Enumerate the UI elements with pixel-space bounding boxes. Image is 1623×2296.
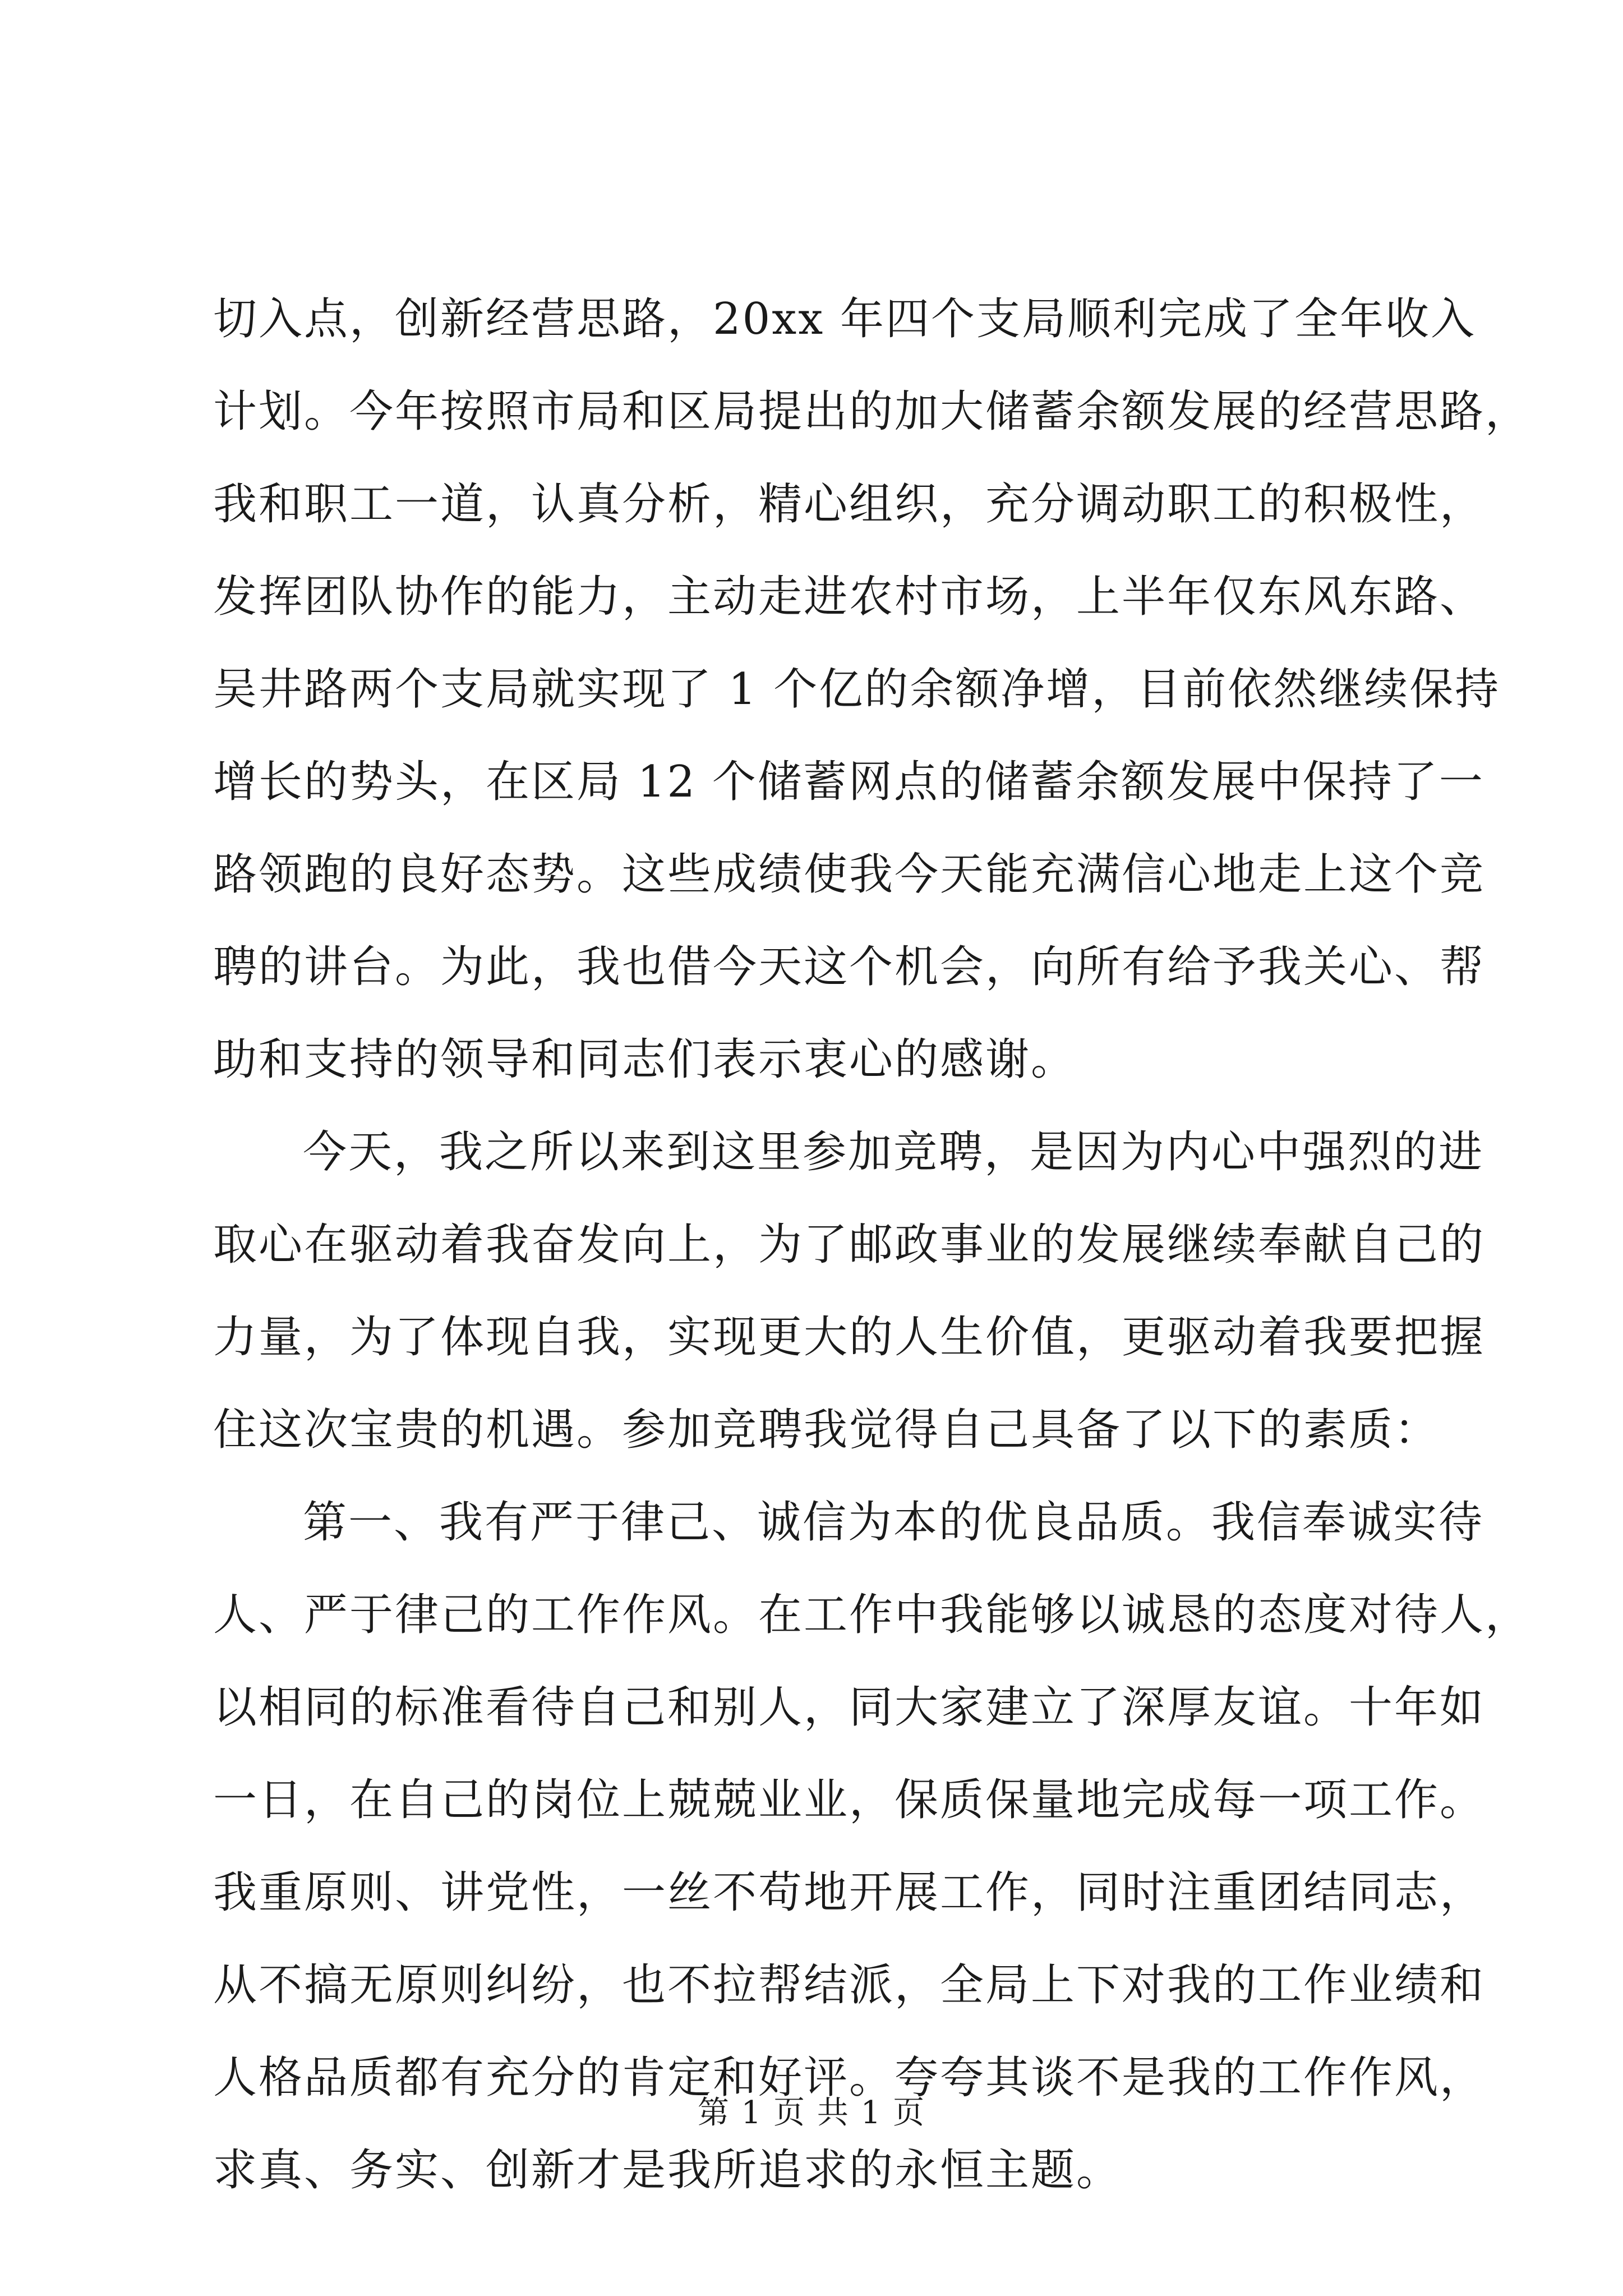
- text-line: 切入点，创新经营思路，20xx 年四个支局顺利完成了全年收入: [213, 294, 1477, 344]
- text-line: 助和支持的领导和同志们表示衷心的感谢。: [213, 1034, 1077, 1085]
- paragraph-first-line: 第一、我有严于律己、诚信为本的优良品质。我信奉诚实待: [303, 1497, 1484, 1548]
- paragraph-first-line: 今天，我之所以来到这里参加竞聘，是因为内心中强烈的进: [303, 1127, 1484, 1177]
- text-line: 聘的讲台。为此，我也借今天这个机会，向所有给予我关心、帮: [213, 942, 1486, 992]
- text-line: 从不搞无原则纠纷，也不拉帮结派，全局上下对我的工作业绩和: [213, 1960, 1486, 2010]
- text-line: 我重原则、讲党性，一丝不苟地开展工作，同时注重团结同志，: [213, 1867, 1486, 1918]
- text-line: 以相同的标准看待自己和别人，同大家建立了深厚友谊。十年如: [213, 1682, 1486, 1733]
- text-line: 取心在驱动着我奋发向上，为了邮政事业的发展继续奉献自己的: [213, 1220, 1486, 1270]
- text-line: 一日，在自己的岗位上兢兢业业，保质保量地完成每一项工作。: [213, 1775, 1486, 1825]
- page-number-label: 第 1 页 共 1 页: [697, 2095, 926, 2131]
- text-line: 住这次宝贵的机遇。参加竞聘我觉得自己具备了以下的素质：: [213, 1405, 1440, 1455]
- document-body: [213, 292, 1531, 2235]
- text-line: 人格品质都有充分的肯定和好评。夸夸其谈不是我的工作作风，: [213, 2053, 1486, 2103]
- text-line: 我和职工一道，认真分析，精心组织，充分调动职工的积极性，: [213, 479, 1486, 530]
- text-line: 增长的势头，在区局 12 个储蓄网点的储蓄余额发展中保持了一: [213, 757, 1484, 807]
- text-line: 计划。今年按照市局和区局提出的加大储蓄余额发展的经营思路，: [213, 386, 1531, 437]
- text-line: 力量，为了体现自我，实现更大的人生价值，更驱动着我要把握: [213, 1312, 1486, 1363]
- text-line: 人、严于律己的工作作风。在工作中我能够以诚恳的态度对待人，: [213, 1590, 1531, 1640]
- text-line: 发挥团队协作的能力，主动走进农村市场，上半年仅东风东路、: [213, 572, 1486, 622]
- text-line: 路领跑的良好态势。这些成绩使我今天能充满信心地走上这个竞: [213, 849, 1486, 900]
- text-line: 吴井路两个支局就实现了 1 个亿的余额净增，目前依然继续保持: [213, 664, 1501, 715]
- text-line: 求真、务实、创新才是我所追求的永恒主题。: [213, 2145, 1122, 2196]
- page-footer: [0, 2093, 1623, 2133]
